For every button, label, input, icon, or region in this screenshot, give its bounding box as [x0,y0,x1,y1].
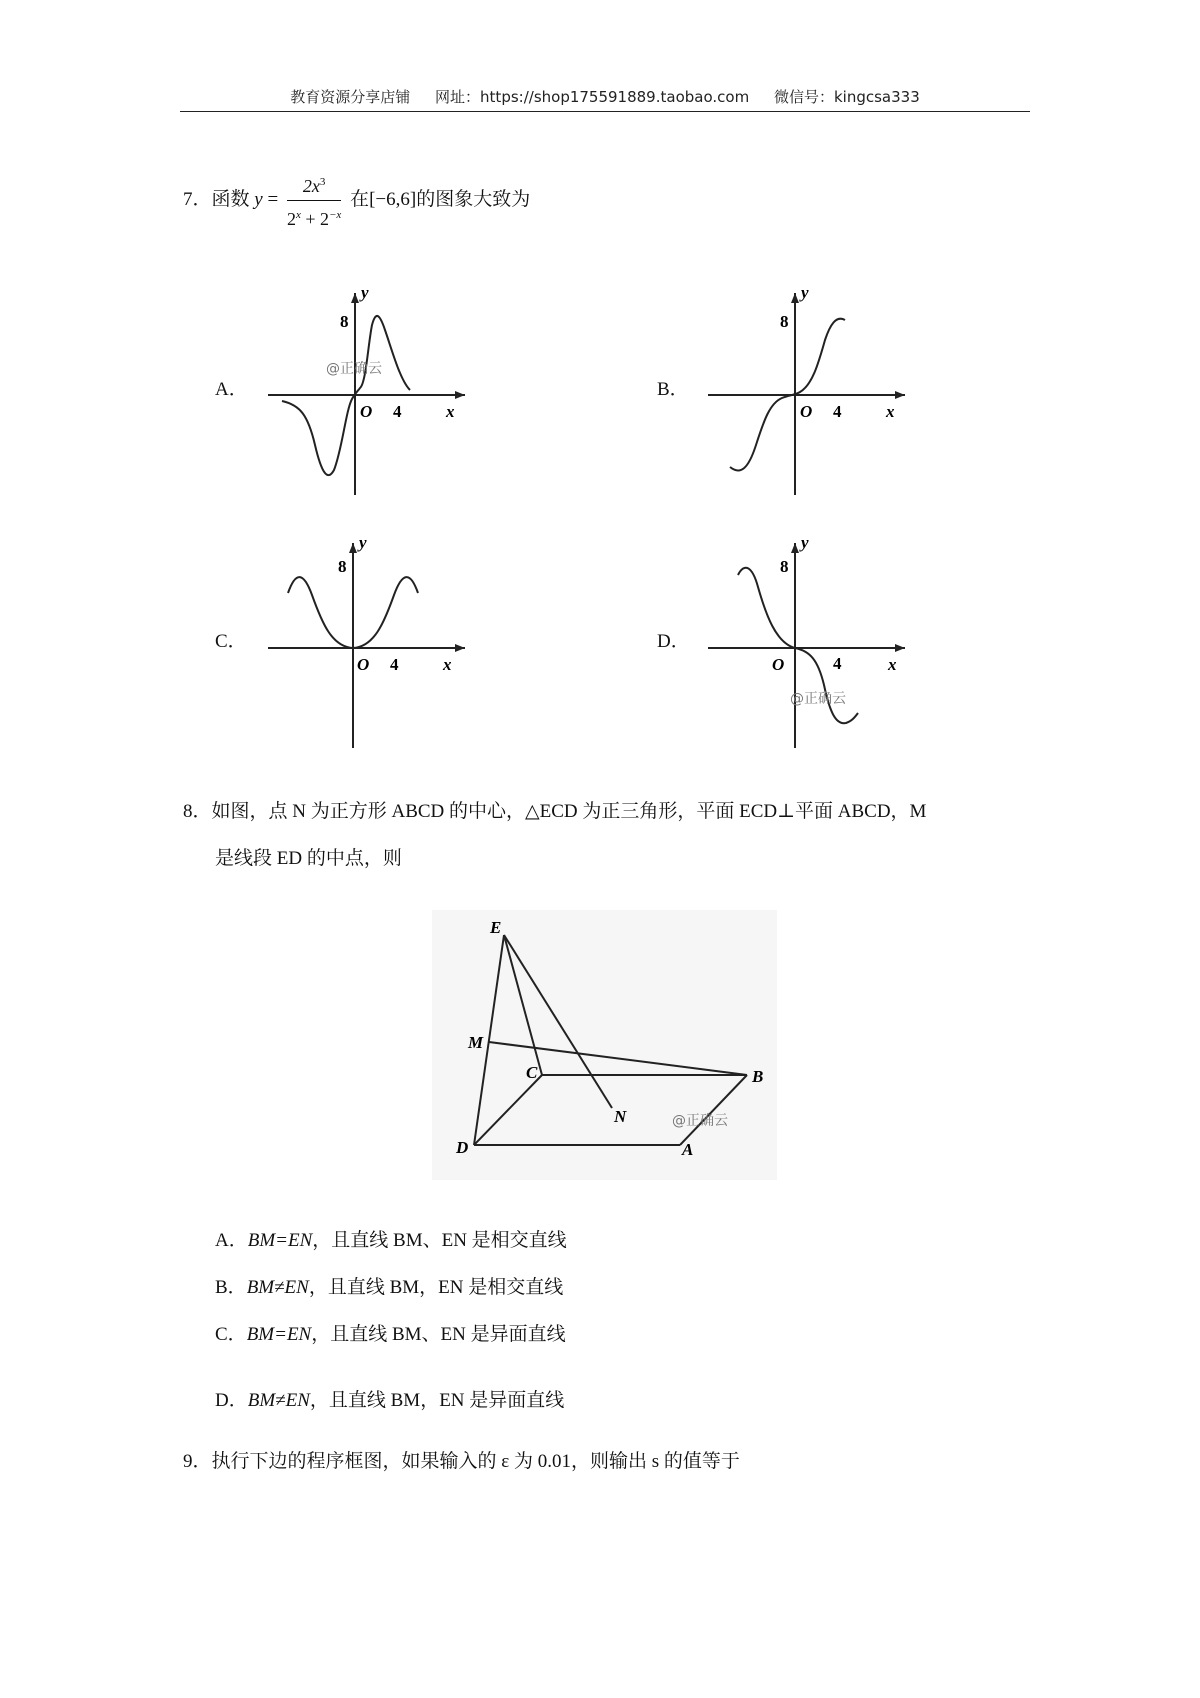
graph-a-axis-y: y [361,285,369,302]
label-C: C [526,1063,538,1082]
label-N: N [614,1107,627,1126]
q8-option-b-text: ，且直线 BM，EN 是相交直线 [308,1277,564,1298]
graph-b-x-arrow [895,391,905,399]
q8-number: 8． [183,801,212,822]
label-B: B [752,1067,764,1086]
q8-option-a-text: ，且直线 BM、EN 是相交直线 [312,1230,567,1251]
q8-option-b-math: BM≠EN [246,1277,309,1298]
graph-d-axis-y: y [801,535,809,552]
label-D: D [456,1138,469,1157]
q7-tail: 的图象大致为 [416,188,531,210]
q7-y: y [254,188,263,210]
q8-option-b [215,1272,563,1299]
graph-b-letter: B． [657,379,689,400]
graph-a-axis-x: x [446,402,455,421]
graph-b-origin: O [800,402,813,421]
header-wechat: 微信号：kingcsa333 [773,88,920,106]
q7-den-plus: + 2 [300,209,329,229]
header-shop: 教育资源分享店铺 [290,88,411,106]
q8-option-c-letter: C． [215,1324,247,1345]
graph-d-x-arrow [895,644,905,652]
q8-option-d [215,1385,564,1412]
graph-b-axis-x: x [886,402,895,421]
label-M: M [468,1033,484,1052]
question-8-line1 [183,800,926,824]
graph-b-tick-x: 4 [833,402,842,421]
q7-mid: 在 [350,188,370,210]
graph-c [260,535,470,750]
page-header [180,86,1030,107]
graph-a-letter: A． [215,379,248,400]
q8-option-d-letter: D． [215,1390,248,1411]
graph-a-y-arrow [351,293,359,303]
label-A: A [682,1140,694,1159]
graph-d-letter: D． [657,631,690,652]
q8-option-a [215,1225,567,1252]
graph-d-watermark: @正确云 [790,691,846,707]
graph-d-tick-x: 4 [833,654,842,673]
header-divider [180,111,1030,112]
q7-fraction [287,170,341,231]
graph-a-tick-x: 4 [393,402,402,421]
q7-lead: 函数 [211,188,250,210]
graph-d-axis-x: x [888,655,897,674]
header-url: 网址：https://shop175591889.taobao.com [435,88,750,106]
graph-a [260,285,470,500]
q8-option-b-letter: B． [215,1277,247,1298]
q7-den-a: 2 [286,209,296,229]
q9-number: 9． [183,1451,212,1472]
graph-d-origin: O [772,655,785,674]
graph-a-watermark: @正确云 [326,361,382,377]
label-E: E [490,918,502,937]
q8-option-a-math: BM=EN [247,1230,313,1251]
graph-d-y-arrow [791,543,799,553]
graph-c-x-arrow [455,644,465,652]
q7-interval: [−6,6] [369,188,417,210]
q7-num-exp: 3 [319,176,326,188]
q8-option-d-math: BM≠EN [247,1390,310,1411]
q7-den-a-exp: x [295,209,301,221]
q8-figure-background [432,910,777,1180]
question-7-stem [183,170,530,231]
q8-option-c-text: ，且直线 BM、EN 是异面直线 [311,1324,566,1345]
graph-b-axis-y: y [801,285,809,302]
q8-option-d-text: ，且直线 BM，EN 是异面直线 [309,1390,565,1411]
graph-c-letter: C． [215,631,247,652]
q7-eq: = [267,188,279,210]
graph-a-tick-y: 8 [340,312,349,331]
graph-b-tick-y: 8 [780,312,789,331]
graph-c-axis-x: x [443,655,452,674]
q9-text: 执行下边的程序框图，如果输入的 ε 为 0.01，则输出 s 的值等于 [211,1451,740,1472]
graph-a-x-arrow [455,391,465,399]
graph-d [700,535,910,750]
q8-option-c-math: BM=EN [246,1324,312,1345]
q8-line1: 如图，点 N 为正方形 ABCD 的中心，△ECD 为正三角形，平面 ECD⊥平面 ABCD，M [211,801,927,822]
graph-b-y-arrow [791,293,799,303]
q8-figure [432,910,777,1180]
question-8-line2: 是线段 ED 的中点，则 [215,848,402,869]
q8-option-a-letter: A． [215,1230,248,1251]
graph-c-y-arrow [349,543,357,553]
q7-numerator: 2x [302,176,320,196]
graph-b [700,285,910,500]
graph-a-origin: O [360,402,373,421]
graph-c-tick-x: 4 [390,655,399,674]
q8-figure-watermark: @正确云 [672,1113,728,1129]
graph-c-axis-y: y [359,535,367,552]
q8-option-c [215,1319,566,1346]
graph-c-tick-y: 8 [338,557,347,576]
q7-den-b-exp: −x [328,209,342,221]
graph-c-origin: O [357,655,370,674]
question-9-stem [183,1450,740,1474]
graph-d-tick-y: 8 [780,557,789,576]
q7-number: 7． [183,188,212,210]
